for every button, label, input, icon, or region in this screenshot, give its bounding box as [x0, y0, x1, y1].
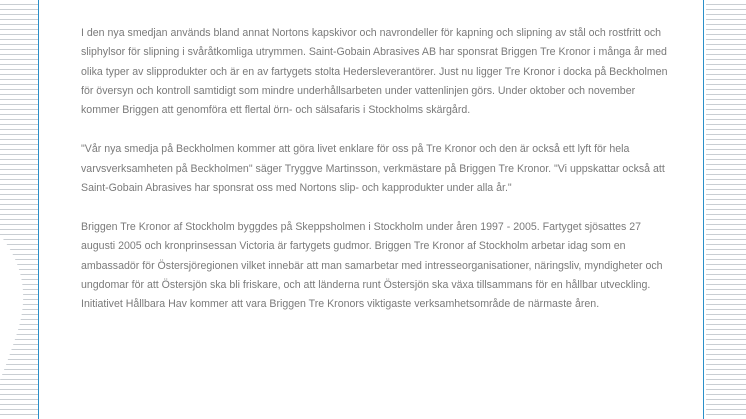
paragraph-quote: "Vår nya smedja på Beckholmen kommer att göra livet enklare för oss på Tre Kronor och den är också ett lyft för hela varvsverksamheten på Beckholmen" säger Tryggve Martinsson, verkmästare på Briggen Tre Kronor. "Vi uppskattar också att Saint-Gobain Abrasives har sponsrat oss med Nortons slip- och kapprodukter under alla år." — [81, 143, 665, 195]
article-body — [81, 0, 671, 334]
paragraph-history: Briggen Tre Kronor af Stockholm byggdes på Skeppsholmen i Stockholm under åren 1997 - 2005. Fartyget sjösattes 27 augusti 2005 och kronprinsessan Victoria är fartygets gudmor. Briggen Tre Kronor af Stockholm arbetar idag som en ambassadör för Östersjöregionen vilket innebär att man samarbetar med intresseorganisationer, näringsliv, myndigheter och ungdomar för att Östersjön ska bli friskare, och att länderna runt Östersjön ska växa tillsammans för en hållbar utveckling. Initiativet Hållbara Hav kommer att vara Briggen Tre Kronors viktigaste verksamhetsområde de närmaste åren. — [81, 220, 663, 311]
intro-tail-paragraph — [81, 0, 671, 4]
left-wave-decoration — [0, 0, 38, 419]
document-page — [38, 0, 704, 419]
paragraph-smedja: I den nya smedjan används bland annat Nortons kapskivor och navrondeller för kapning och slipning av stål och rostfritt och sliphylsor för slipning i svåråtkomliga utrymmen. Saint-Gobain Abrasives AB har sponsrat Briggen Tre Kronor i många år med olika typer av slipprodukter och är en av fartygets stolta Hedersleverantörer. Just nu ligger Tre Kronor i docka på Beckholmen för översyn och kontroll samtidigt som mindre underhållsarbeten under vattenlinjen görs. Under oktober och november kommer Briggen att genomföra ett flertal örn- och sälsafaris i Stockholms skärgård. — [81, 26, 668, 117]
right-decorative-stripes — [706, 0, 746, 419]
